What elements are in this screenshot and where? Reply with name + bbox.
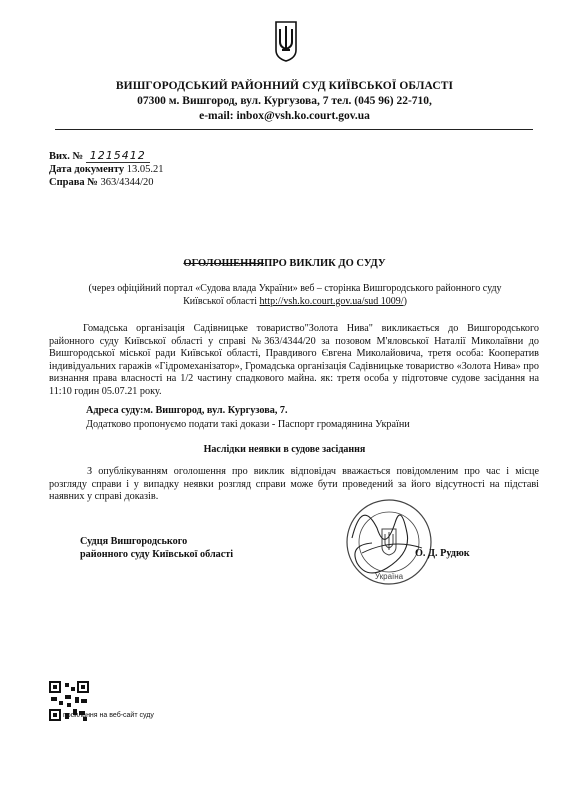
consequences-heading: Наслідки неявки в судове засідання [203, 444, 366, 455]
court-email: e-mail: inbox@vsh.ko.court.gov.ua [199, 110, 370, 122]
court-address: 07300 м. Вишгород, вул. Кургузова, 7 тел. (045 96) 22-710, [137, 95, 432, 107]
court-name: ВИШГОРОДСЬКИЙ РАЙОННИЙ СУД КИЇВСЬКОЇ ОБЛАСТІ [115, 80, 454, 92]
outgoing-number-row [49, 149, 150, 163]
portal-line-2: Київської області http://vsh.ko.court.gov.ua/sud 1009/) [183, 295, 407, 307]
court-address-line: Адреса суду:м. Вишгород, вул. Кургузова, 7. [86, 405, 288, 416]
document-date-row [49, 163, 163, 176]
judge-signature [332, 478, 452, 588]
consequences-paragraph: З опублікуванням оголошення про виклик відповідач вважається повідомленим про час і місце розгляду справи і у випадку неявки розгляд справи може бути проведений за його відсутності на підставі наявних у справі доказів. [49, 466, 539, 503]
case-number-row [49, 176, 154, 189]
summons-paragraph: Гомадська організація Садівницьке товариство"Золота Нива" викликається до Вишгородського районного суду Київської області у справі №363/4344/20 за позовом М'яловської Наталії Миколаївни до Вишгородської міської ради Київської області, Правдивого Євгена Миколайовича, третя особа: Кооператив індивідуальних гаражів «Гідромеханізатор», Громадська організація Садівницьке товариство «Золота Нива» про визнання права власності на 1/2 частину спадкового майна. як: третя особа у підготовче судове засідання на 11:10 годин 05.07.21 року. [49, 323, 539, 397]
portal-reference [60, 283, 530, 308]
outgoing-number-handwritten: 1215412 [86, 149, 150, 163]
judge-title: Судця Вишгородського районного суду Київської області [80, 536, 234, 560]
portal-url-link[interactable]: http://vsh.ko.court.gov.ua/sud 1009/ [259, 295, 404, 307]
document-date-label: Дата документу [49, 164, 125, 175]
trident-coat-of-arms-icon [274, 20, 298, 62]
stamp-country-text: Україна [374, 572, 404, 581]
notice-title [0, 258, 569, 269]
header-divider [55, 129, 533, 130]
qr-caption: посилання на веб-сайт суду [63, 712, 154, 719]
evidence-line: Додатково пропонуємо подати такі докази - Паспорт громадянина України [86, 419, 410, 430]
case-number-value: 363/4344/20 [100, 177, 154, 188]
notice-title-rest: ПРО ВИКЛИК ДО СУДУ [264, 258, 386, 269]
case-number-label: Справа № [49, 177, 98, 188]
outgoing-number-label: Вих. № [49, 151, 84, 162]
notice-title-struck: ОГОЛОШЕННЯ [183, 258, 265, 269]
portal-line-1: (через офіційний портал «Судова влада України» веб – сторінка Вишгородського районного суду [88, 283, 502, 294]
judge-name: О. Д. Рудюк [415, 548, 470, 559]
document-date-value: 13.05.21 [126, 164, 164, 175]
